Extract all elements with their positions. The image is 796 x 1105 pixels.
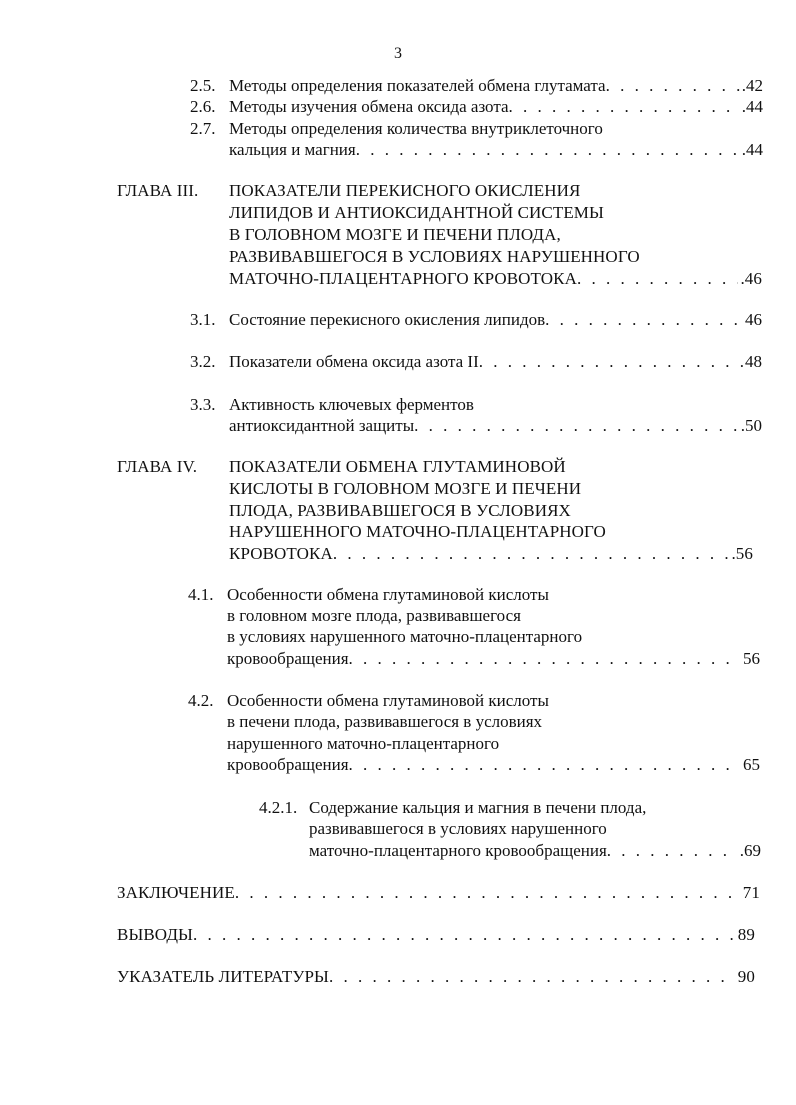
- toc-page-ref: .56: [731, 544, 753, 563]
- toc-leader: [349, 648, 741, 669]
- toc-page-ref: 46: [745, 310, 762, 329]
- toc-title: кальция и магния: [229, 140, 356, 159]
- toc-title: УКАЗАТЕЛЬ ЛИТЕРАТУРЫ: [117, 967, 329, 986]
- toc-num: 2.7.: [190, 119, 216, 138]
- toc-page-ref: 56: [743, 649, 760, 668]
- toc-leader: [577, 268, 738, 289]
- toc-page-ref: 48: [745, 352, 762, 371]
- toc-title: маточно-плацентарного кровообращения: [309, 841, 607, 860]
- toc-title-line: развивавшегося в условиях нарушенного: [309, 819, 607, 838]
- toc-leader: [479, 351, 743, 372]
- page-number: 3: [394, 45, 402, 62]
- toc-num: 3.2.: [190, 352, 216, 371]
- toc-num: 3.1.: [190, 310, 216, 329]
- toc-title: ВЫВОДЫ: [117, 925, 193, 944]
- toc-title-line: Активность ключевых ферментов: [229, 395, 474, 414]
- toc-entry-4-2: [227, 754, 760, 775]
- toc-title: ЗАКЛЮЧЕНИЕ: [117, 883, 235, 902]
- toc-num: 2.5.: [190, 76, 216, 95]
- toc-title: КРОВОТОКА: [229, 544, 333, 563]
- toc-title: Методы определения показателей обмена глутамата: [229, 76, 606, 95]
- toc-entry-chapter-3: [229, 268, 762, 289]
- toc-page-ref: .44: [741, 140, 763, 159]
- toc-title-line: в головном мозге плода, развивавшегося: [227, 606, 521, 625]
- toc-num: 4.2.1.: [259, 798, 298, 817]
- toc-page-ref: 90: [737, 967, 755, 986]
- chapter-label: ГЛАВА IV.: [117, 457, 198, 476]
- toc-leader: [333, 543, 730, 564]
- toc-leader: [356, 139, 740, 160]
- toc-entry-3-1: [229, 309, 762, 330]
- toc-entry-conclusion: [117, 882, 760, 903]
- toc-title-line: в условиях нарушенного маточно-плацентарного: [227, 627, 583, 646]
- toc-entry-4-2-1: [309, 840, 761, 861]
- toc-entry-findings: [117, 924, 755, 945]
- chapter-title-line: НАРУШЕННОГО МАТОЧНО-ПЛАЦЕНТАРНОГО: [229, 522, 606, 541]
- toc-entry-2-6: [229, 96, 763, 117]
- toc-num: 4.1.: [188, 585, 214, 604]
- toc-entry-references: [117, 966, 755, 987]
- toc-title: МАТОЧНО-ПЛАЦЕНТАРНОГО КРОВОТОКА: [229, 269, 577, 288]
- toc-entry-4-1: [227, 648, 760, 669]
- toc-num: 3.3.: [190, 395, 216, 414]
- toc-leader: [509, 96, 740, 117]
- chapter-title-line: ПЛОДА, РАЗВИВАВШЕГОСЯ В УСЛОВИЯХ: [229, 501, 571, 520]
- chapter-title-line: ПОКАЗАТЕЛИ ПЕРЕКИСНОГО ОКИСЛЕНИЯ: [229, 181, 581, 200]
- toc-title-line: Методы определения количества внутриклеточного: [229, 119, 603, 138]
- toc-page-ref: 71: [742, 883, 760, 902]
- toc-title-line: Особенности обмена глутаминовой кислоты: [227, 585, 549, 604]
- toc-entry-2-7: [229, 139, 763, 160]
- chapter-title-line: ЛИПИДОВ И АНТИОКСИДАНТНОЙ СИСТЕМЫ: [229, 203, 604, 222]
- chapter-title-line: РАЗВИВАВШЕГОСЯ В УСЛОВИЯХ НАРУШЕННОГО: [229, 247, 640, 266]
- toc-entry-3-3: [229, 415, 762, 436]
- toc-page-ref: .50: [740, 416, 762, 435]
- toc-leader: [545, 309, 743, 330]
- toc-title: Состояние перекисного окисления липидов: [229, 310, 546, 329]
- toc-leader: [193, 924, 736, 945]
- chapter-title-line: В ГОЛОВНОМ МОЗГЕ И ПЕЧЕНИ ПЛОДА,: [229, 225, 561, 244]
- toc-leader: [235, 882, 741, 903]
- toc-leader: [414, 415, 739, 436]
- chapter-label: ГЛАВА III.: [117, 181, 199, 200]
- toc-title: кровообращения: [227, 755, 349, 774]
- toc-page-ref: .44: [741, 97, 763, 116]
- toc-num: 4.2.: [188, 691, 214, 710]
- toc-entry-2-5: [229, 75, 763, 96]
- toc-title: кровообращения: [227, 649, 349, 668]
- chapter-title-line: ПОКАЗАТЕЛИ ОБМЕНА ГЛУТАМИНОВОЙ: [229, 457, 566, 476]
- toc-entry-3-2: [229, 351, 762, 372]
- toc-title: антиоксидантной защиты: [229, 416, 415, 435]
- toc-num: 2.6.: [190, 97, 216, 116]
- toc-title-line: в печени плода, развивавшегося в условиях: [227, 712, 543, 731]
- toc-page-ref: .42: [741, 76, 763, 95]
- toc-title-line: Содержание кальция и магния в печени плода,: [309, 798, 647, 817]
- toc-page-ref: 89: [737, 925, 755, 944]
- chapter-title-line: КИСЛОТЫ В ГОЛОВНОМ МОЗГЕ И ПЕЧЕНИ: [229, 479, 582, 498]
- toc-leader: [606, 75, 740, 96]
- toc-title: Показатели обмена оксида азота II: [229, 352, 479, 371]
- toc-page-ref: 65: [743, 755, 760, 774]
- toc-entry-chapter-4: [229, 543, 753, 564]
- toc-title-line: Особенности обмена глутаминовой кислоты: [227, 691, 549, 710]
- toc-leader: [607, 840, 738, 861]
- toc-page-ref: .69: [739, 841, 761, 860]
- toc-title-line: нарушенного маточно-плацентарного: [227, 734, 500, 753]
- toc-leader: [329, 966, 736, 987]
- toc-leader: [349, 754, 741, 775]
- toc-title: Методы изучения обмена оксида азота: [229, 97, 509, 116]
- toc-page-ref: .46: [740, 269, 762, 288]
